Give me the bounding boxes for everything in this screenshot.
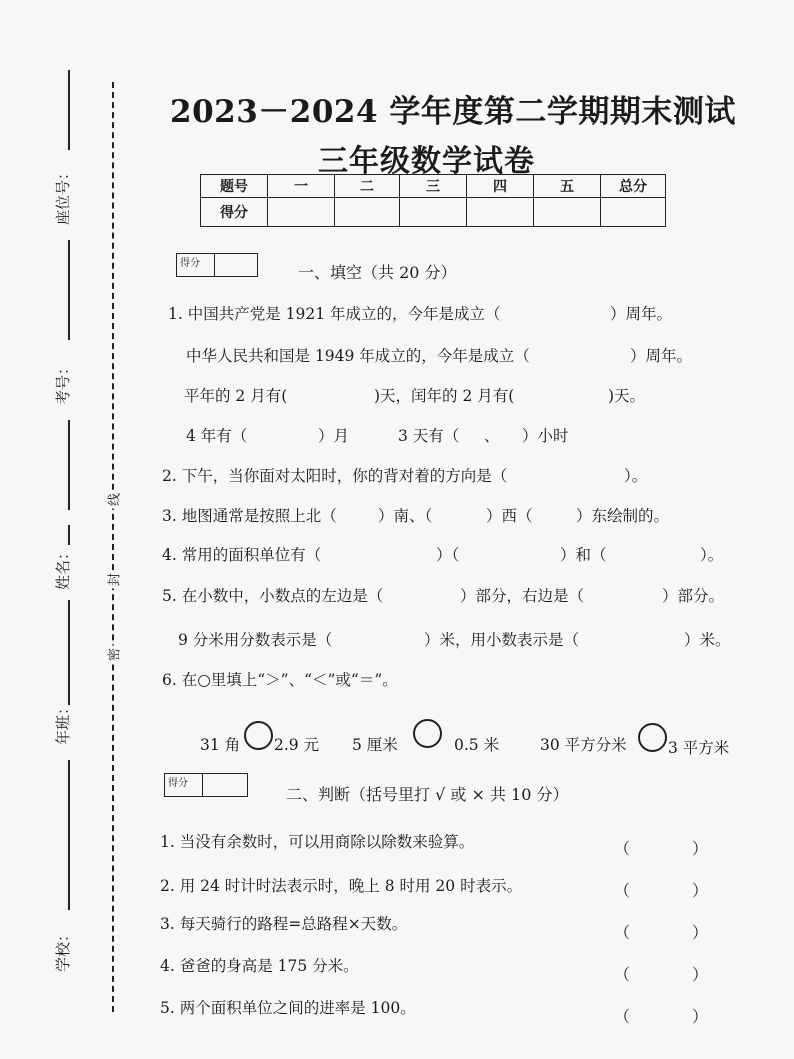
score-header: 五 (534, 175, 601, 198)
exam-no-line (68, 240, 70, 340)
q5a-b: ）部分，右边是（ (460, 587, 585, 605)
score-cell[interactable] (467, 198, 534, 227)
q1d-mid: ）月 (318, 427, 350, 445)
seal-char-mi: 密 (104, 646, 123, 664)
score-header: 一 (268, 175, 335, 198)
name-line-lower (68, 600, 70, 705)
judge-paren-open[interactable]: （ (614, 1007, 631, 1026)
score-box-blank[interactable] (215, 254, 255, 276)
judge-paren-close[interactable]: ） (692, 839, 709, 858)
score-row-label: 得分 (201, 198, 268, 227)
q1d-text: 4 年有（ (186, 427, 248, 445)
section1-score-box (176, 253, 258, 277)
q4-d: ）。 (700, 546, 724, 564)
score-cell[interactable] (268, 198, 335, 227)
page-title: 2023－2024 学年度第二学期期末测试 (170, 94, 736, 130)
seal-dashed-line (112, 82, 114, 1012)
judge-paren-open[interactable]: （ (614, 923, 631, 942)
judge-paren-close[interactable]: ） (692, 881, 709, 900)
cmp2-left: 5 厘米 (352, 736, 398, 754)
name-line (68, 525, 70, 545)
cmp1-left: 31 角 (200, 736, 241, 754)
q4-b: ）（ (436, 546, 460, 564)
score-header: 三 (400, 175, 467, 198)
score-cell[interactable] (534, 198, 601, 227)
q3-b: ）南、（ (378, 507, 433, 525)
q1d-end: ）小时 (522, 427, 569, 445)
q2-end: ）。 (624, 467, 648, 485)
q1d-b: 3 天有（ (398, 427, 460, 445)
judge-item-5: 5. 两个面积单位之间的进率是 100。 (160, 999, 416, 1017)
q4-text: 4. 常用的面积单位有（ (162, 546, 322, 564)
judge-paren-close[interactable]: ） (692, 1007, 709, 1026)
compare-circle-1[interactable] (244, 721, 273, 750)
q5a-c: ）部分。 (662, 587, 725, 605)
judge-item-3: 3. 每天骑行的路程=总路程×天数。 (160, 915, 408, 933)
section1-heading: 一、填空（共 20 分） (298, 263, 457, 282)
judge-paren-open[interactable]: （ (614, 965, 631, 984)
judge-paren-open[interactable]: （ (614, 881, 631, 900)
q3-d: ）东绘制的。 (576, 507, 670, 525)
compare-circle-3[interactable] (638, 723, 667, 752)
judge-item-2: 2. 用 24 时计时法表示时，晚上 8 时用 20 时表示。 (160, 877, 523, 895)
seal-char-seal: 封 (104, 571, 123, 589)
seat-label: 座位号： (54, 164, 72, 225)
q3-text: 3. 地图通常是按照上北（ (162, 507, 337, 525)
score-header: 题号 (201, 175, 268, 198)
q4-c: ）和（ (560, 546, 607, 564)
judge-paren-open[interactable]: （ (614, 839, 631, 858)
score-table (200, 174, 666, 227)
q1d-b-mid: 、 (484, 427, 500, 445)
q1a-text: 1. 中国共产党是 1921 年成立的，今年是成立（ (168, 305, 501, 323)
score-header: 总分 (601, 175, 666, 198)
score-cell[interactable] (335, 198, 400, 227)
q6-text: 6. 在○里填上“＞”、“＜”或“＝”。 (162, 671, 398, 689)
page-subtitle: 三年级数学试卷 (318, 144, 535, 179)
seat-line (68, 70, 70, 150)
class-label: 年班： (54, 699, 72, 745)
compare-circle-2[interactable] (413, 719, 442, 748)
q1a-end: ）周年。 (610, 305, 673, 323)
school-label: 学校： (54, 926, 72, 972)
judge-paren-close[interactable]: ） (692, 923, 709, 942)
q5a-text: 5. 在小数中，小数点的左边是（ (162, 587, 384, 605)
exam-no-label: 考号： (54, 359, 72, 405)
judge-item-1: 1. 当没有余数时，可以用商除以除数来验算。 (160, 833, 475, 851)
q5b-c: ）米。 (684, 631, 731, 649)
q3-c: ）西（ (486, 507, 533, 525)
judge-item-4: 4. 爸爸的身高是 175 分米。 (160, 957, 359, 975)
q1c-mid: )天，闰年的 2 月有( (374, 387, 515, 405)
seal-char-line: 线 (104, 491, 123, 509)
q1b-end: ）周年。 (630, 347, 693, 365)
name-label: 姓名： (54, 544, 72, 590)
cmp3-left: 30 平方分米 (540, 736, 627, 754)
exam-no-line-lower (68, 420, 70, 510)
q5b-text: 9 分米用分数表示是（ (178, 631, 333, 649)
section2-score-box (164, 773, 248, 797)
q1c-text: 平年的 2 月有( (184, 387, 288, 405)
score-header: 四 (467, 175, 534, 198)
q1b-text: 中华人民共和国是 1949 年成立的，今年是成立（ (186, 347, 530, 365)
score-cell[interactable] (601, 198, 666, 227)
judge-paren-close[interactable]: ） (692, 965, 709, 984)
section2-heading: 二、判断（括号里打 √ 或 × 共 10 分） (286, 785, 569, 804)
score-box-blank[interactable] (203, 774, 243, 796)
score-cell[interactable] (400, 198, 467, 227)
cmp1-right: 2.9 元 (274, 736, 320, 754)
class-line (68, 760, 70, 910)
q2-text: 2. 下午，当你面对太阳时，你的背对着的方向是（ (162, 467, 508, 485)
q5b-b: ）米，用小数表示是（ (424, 631, 580, 649)
cmp3-right: 3 平方米 (668, 739, 730, 757)
cmp2-right: 0.5 米 (454, 736, 500, 754)
score-header: 二 (335, 175, 400, 198)
score-box-label: 得分 (177, 254, 215, 276)
score-box-label: 得分 (165, 774, 203, 796)
q1c-end: )天。 (608, 387, 646, 405)
